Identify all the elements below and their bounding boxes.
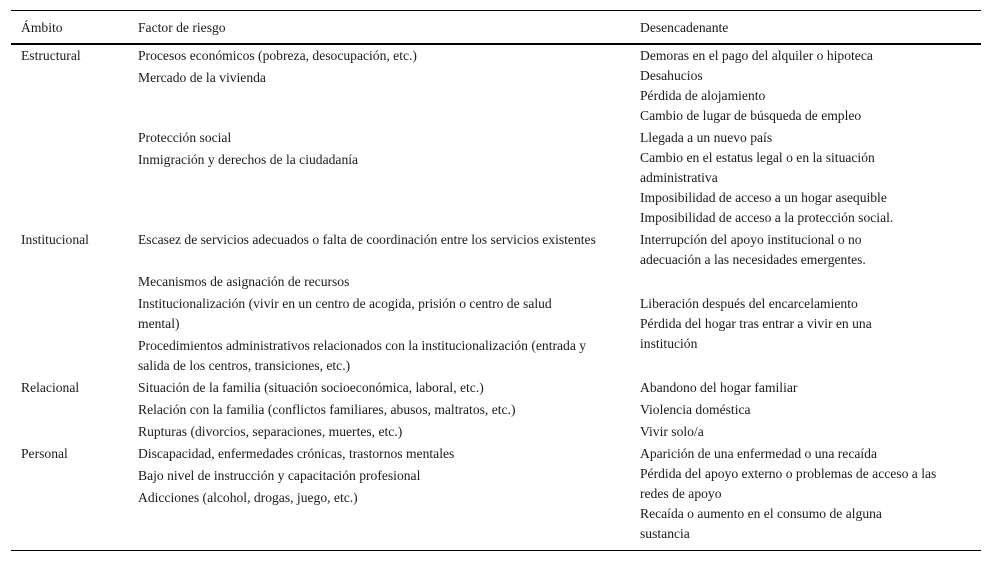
trigger-cell: Imposibilidad de acceso a la protección social. (640, 210, 894, 225)
factor-cell: Bajo nivel de instrucción y capacitación profesional (138, 468, 421, 483)
ambito-personal: Personal (21, 446, 68, 461)
ambito-relacional: Relacional (21, 380, 80, 395)
factor-cell: Mecanismos de asignación de recursos (138, 274, 350, 289)
factor-cell: Rupturas (divorcios, separaciones, muertes, etc.) (138, 424, 403, 439)
trigger-cell: Vivir solo/a (640, 424, 704, 439)
trigger-cell: Desahucios (640, 68, 703, 83)
trigger-cell: Pérdida del hogar tras entrar a vivir en una institución (640, 316, 872, 351)
table-header (11, 11, 981, 45)
ambito-institucional: Institucional (21, 232, 89, 247)
factor-cell: Procesos económicos (pobreza, desocupación, etc.) (138, 48, 417, 63)
factor-cell: Discapacidad, enfermedades crónicas, trastornos mentales (138, 446, 455, 461)
header-desencadenante: Desencadenante (640, 20, 729, 35)
trigger-cell: Liberación después del encarcelamiento (640, 296, 858, 311)
factor-cell: Protección social (138, 130, 232, 145)
factor-cell: Adicciones (alcohol, drogas, juego, etc.) (138, 490, 358, 505)
trigger-cell: Llegada a un nuevo país (640, 130, 773, 145)
trigger-cell: Cambio en el estatus legal o en la situación administrativa (640, 150, 875, 185)
factor-cell: Institucionalización (vivir en un centro de acogida, prisión o centro de salud mental) (138, 296, 552, 331)
trigger-cell: Aparición de una enfermedad o una recaída (640, 446, 878, 461)
factor-cell: Relación con la familia (conflictos familiares, abusos, maltratos, etc.) (138, 402, 516, 417)
ambito-estructural: Estructural (21, 48, 81, 63)
factor-cell: Situación de la familia (situación socioeconómica, laboral, etc.) (138, 380, 484, 395)
trigger-cell: Cambio de lugar de búsqueda de empleo (640, 108, 862, 123)
trigger-cell: Interrupción del apoyo institucional o no adecuación a las necesidades emergentes. (640, 232, 866, 267)
risk-factors-table (11, 10, 981, 551)
trigger-cell: Pérdida del apoyo externo o problemas de acceso a las redes de apoyo (640, 466, 937, 501)
factor-cell: Inmigración y derechos de la ciudadanía (138, 152, 359, 167)
trigger-cell: Violencia doméstica (640, 402, 751, 417)
header-ambito: Ámbito (21, 20, 63, 35)
header-factor: Factor de riesgo (138, 20, 226, 35)
factor-cell: Mercado de la vivienda (138, 70, 266, 85)
factor-cell: Procedimientos administrativos relacionados con la institucionalización (entrada y salida de los centros, transiciones, etc.) (138, 338, 587, 373)
trigger-cell: Imposibilidad de acceso a un hogar asequible (640, 190, 887, 205)
trigger-cell: Recaída o aumento en el consumo de alguna sustancia (640, 506, 882, 541)
trigger-cell: Demoras en el pago del alquiler o hipoteca (640, 48, 873, 63)
trigger-cell: Pérdida de alojamiento (640, 88, 766, 103)
trigger-cell: Abandono del hogar familiar (640, 380, 798, 395)
factor-cell: Escasez de servicios adecuados o falta de coordinación entre los servicios existentes (138, 232, 596, 247)
